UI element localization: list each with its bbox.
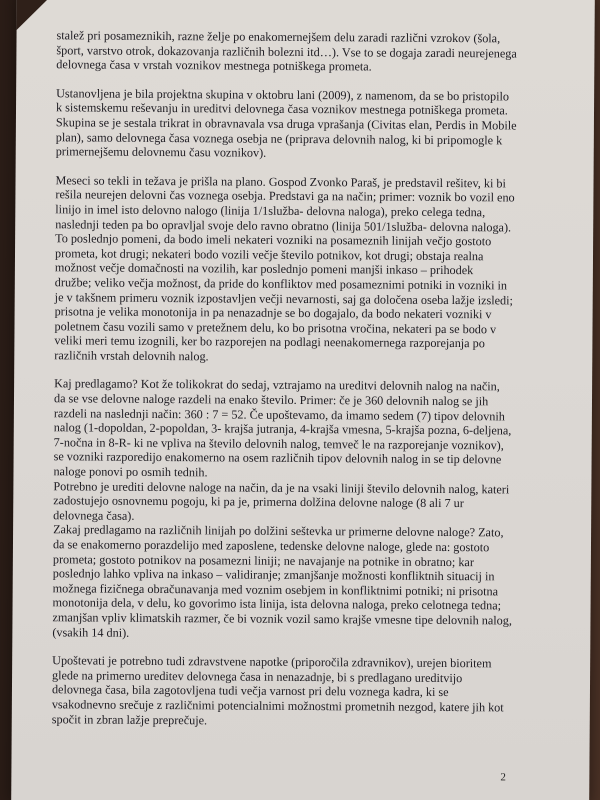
text-line: Ustanovljena je bila projektna skupina v oktobru lani (2009), z namenom, da se bo pristopilo (56, 86, 510, 104)
text-line: Meseci so tekli in težava je prišla na plano. Gospod Zvonko Paraš, je predstavil rešitev, ki bi (55, 173, 506, 191)
text-line: naslednji teden pa bo opravljal svoje delo ravno obratno (linija 501/1služba- delovna naloga). (55, 216, 512, 234)
text-line: k sistemskemu reševanju in ureditvi delovnega časa voznikov mestnega potniškega prometa. (55, 100, 508, 118)
paragraph (54, 173, 531, 366)
text-line: rešila neurejen delovni čas voznega osebja. Predstavi ga na način; primer: voznik bo vozil eno (55, 187, 515, 205)
paragraph (56, 86, 532, 162)
text-line: monotonija dela, v delu, ko govorimo ista linija, ista delovna naloga, preko celotnega tedna; (52, 595, 502, 613)
text-line: To poslednjo pomeni, da bodo imeli nekateri vozniki na posameznih linijah večjo gostoto (55, 231, 492, 249)
folded-corner (17, 0, 55, 30)
text-line: stalež pri posameznikih, razne želje po enakomernejšem delu zaradi različni vzrokov (šola, (56, 28, 501, 46)
text-line: možnost večje domačnosti na vozilih, kar poslednjo pomeni manjši inkaso – prihodek (54, 260, 474, 278)
text-line: (vsakih 14 dni). (52, 624, 130, 640)
text-line: plan), samo delovnega časa voznega osebja ne (priprava delovnih nalog, ki bi pripomogle k (55, 129, 503, 147)
text-line: Kaj predlagamo? Kot že tolikokrat do sedaj, vztrajamo na ureditvi delovnih nalog na način, (54, 376, 500, 394)
paragraph (52, 523, 529, 643)
text-line: različnih vrstah delovnih nalog. (54, 348, 209, 364)
page-number: 2 (500, 771, 506, 784)
text-line: družbe; veliko večja možnost, da pride do konfliktov med posameznimi potniki in vozniki in (54, 275, 508, 293)
text-line: vsakodnevno srečuje z različnimi potencialnimi možnostmi prometnih nezgod, katere jih kot (51, 697, 504, 715)
text-line: veliki meri temu izognili, ker bo razporejen na podlagi neenakomernega razporejanja po (54, 333, 485, 351)
text-line: poslednjo lahko vpliva na inkaso – validiranje; zmanjšanje možnosti konfliktnih situacij in (52, 566, 495, 584)
text-line: šport, varstvo otrok, dokazovanja različnih bolezni itd…). Vse to se dogaja zaradi neurejenega (56, 42, 517, 61)
text-line: zadostujejo osnovnemu pogoju, ki pa je, primerna dolžina delovne naloge (8 ali 7 ur (53, 493, 464, 511)
text-line: Zakaj predlagamo na različnih linijah po dolžini seštevka ur primerne delovne naloge? Zato, (53, 522, 504, 540)
paragraph (52, 653, 528, 729)
text-line: poletnem času vozili samo v pretežnem delu, ko bo prisotna vročina, nekateri pa se bodo v (54, 318, 497, 337)
text-line: da se vse delovne naloge razdeli na enako število. Primer: če je 360 delovnih nalog se jih (53, 391, 489, 409)
text-line: delovnega časa v vrstah voznikov mestnega potniškega prometa. (56, 57, 372, 74)
text-line: prisotna je velika monotonija in pa nenazadnje se bo dogajalo, da bodo nekateri vozniki v (54, 304, 492, 322)
text-line: se vozniki razporedijo enakomerno na osem različnih tipov delovnih nalog in se tip delovne (53, 449, 502, 467)
text-line: linijo in imel isto delovno nalogo (linija 1/1služba- delovna naloga), preko celega tedna, (55, 202, 486, 220)
paragraph (56, 28, 532, 75)
paragraph (53, 377, 530, 482)
text-line: delovnega časa, bila zagotovljena tudi večja varnost pri delu voznega kadra, ki se (51, 682, 449, 700)
text-line: je v takšnem primeru voznik izpostavljen večji nevarnosti, saj ga določena oseba lažje izsledi; (54, 289, 513, 307)
text-line: primernejšemu delovnemu času voznikov). (55, 144, 267, 160)
text-line: prometa, kot drugi; nekateri bodo vozili večje število potnikov, kot drugi; obstaja realna (54, 245, 484, 263)
text-line: glede na primerno ureditev delovnega časa in nenazadnje, bi s predlagano ureditvijo (52, 668, 463, 685)
text-line: razdeli na naslednji način: 360 : 7 = 52. Če upoštevamo, da imamo sedem (7) tipov delovnih (53, 405, 505, 424)
text-line: nalog (1-dopoldan, 2-popoldan, 3- krajša jutranja, 4-krajša vmesna, 5-krajša pozna, 6-deljena, (53, 420, 512, 438)
text-line: Upoštevati je potrebno tudi zdravstvene napotke (priporočila zdravnikov), urejen bioritem (52, 653, 492, 671)
document-page (11, 0, 595, 800)
text-line: 7-nočna in 8-R- ki ne vpliva na število delovnih nalog, temveč le na razporejanje voznikov), (53, 435, 504, 453)
text-line: da se enakomerno porazdelijo med zaposlene, tedenske delovne naloge, glede na: gostoto (52, 537, 490, 555)
text-line: prometa; gostoto potnikov na posamezni liniji; ne navajanje na potnike in obratno; kar (52, 551, 474, 569)
text-line: Skupina se je sestala trikrat in obravnavala vsa druga vprašanja (Civitas elan, Perdis in Mobile (55, 115, 517, 133)
document-body (52, 28, 533, 743)
text-line: delovnega časa). (53, 508, 135, 523)
text-line: zmanjšan vpliv klimatskih razmer, če bi voznik vozil samo krajše vmesne tipe delovnih nalog, (52, 610, 512, 628)
text-line: naloge ponovi po osmih tednih. (53, 464, 208, 480)
paragraph (53, 479, 529, 526)
text-line: možnega fizičnega obračunavanja med voznim osebjem in konfliktnimi potniki; ni prisotna (52, 581, 499, 599)
text-line: spočit in zbran lažje preprečuje. (51, 711, 208, 727)
text-line: Potrebno je urediti delovne naloge na način, da je na vsaki liniji število delovnih nalog, kateri (53, 478, 510, 497)
